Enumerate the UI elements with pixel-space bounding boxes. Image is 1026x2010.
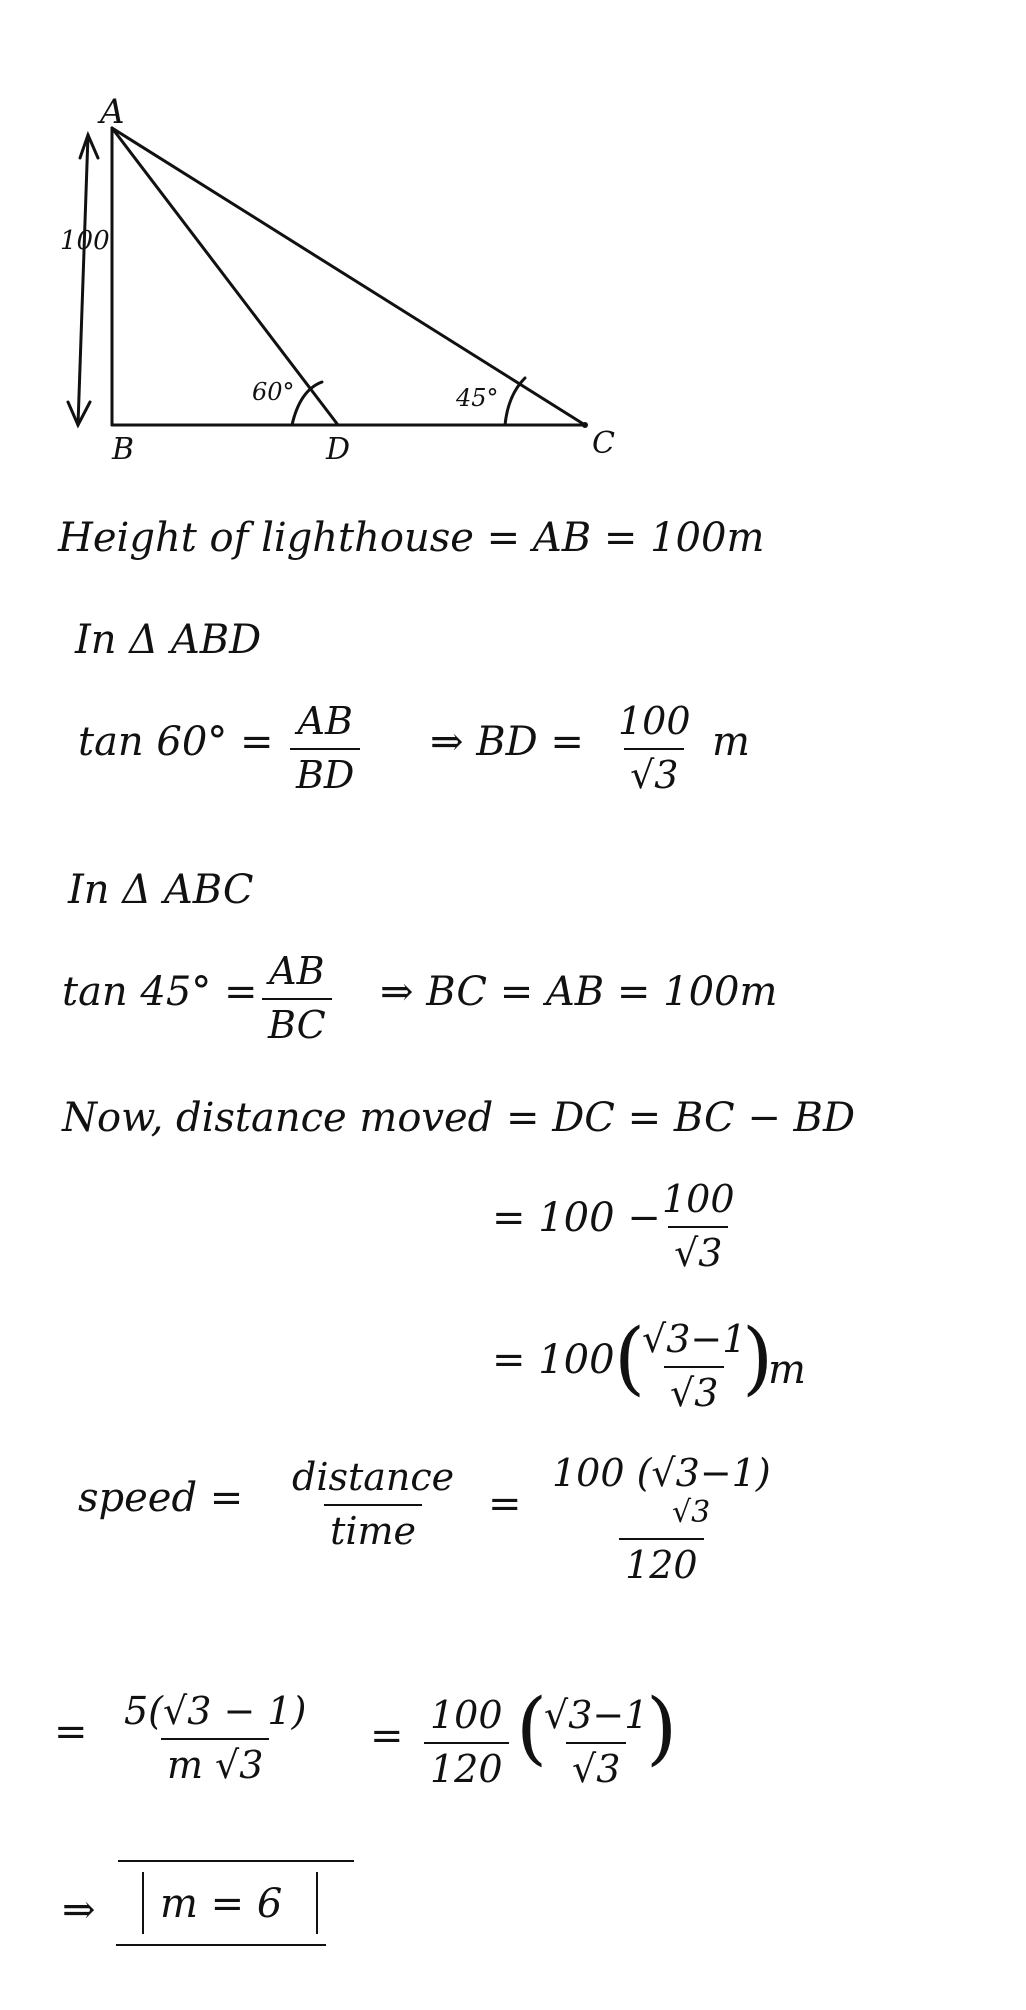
- step-equals-2: =: [370, 1713, 404, 1759]
- side-ad: [112, 128, 338, 425]
- step-equals: =: [54, 1709, 88, 1755]
- paren-open: (: [614, 1311, 646, 1404]
- fraction-numerator: AB: [269, 949, 325, 993]
- angle-arc-d: [292, 382, 322, 425]
- label-b: B: [112, 432, 135, 467]
- fraction-numerator: √3−1: [544, 1693, 649, 1737]
- fraction-denominator: BD: [290, 748, 360, 798]
- speed-lhs: speed =: [78, 1475, 244, 1521]
- fraction-numerator: 100: [430, 1693, 503, 1737]
- fraction-root3minus1-root3: [636, 1318, 752, 1415]
- line-in-triangle-abc: In Δ ABC: [68, 867, 254, 913]
- bd-implies: ⇒ BD =: [430, 719, 584, 765]
- height-arrow: [78, 135, 88, 425]
- final-implies: ⇒: [62, 1887, 96, 1933]
- fraction-denominator: 120: [424, 1742, 509, 1792]
- side-ac: [112, 128, 585, 425]
- fraction-distance-time: [286, 1456, 460, 1553]
- paren-close: ): [742, 1311, 774, 1404]
- paren-open-2: (: [516, 1681, 548, 1774]
- fraction-denominator: BC: [262, 998, 332, 1048]
- fraction-100-root3: [612, 700, 697, 797]
- unit-m: m: [712, 719, 750, 765]
- fraction-denominator: 120: [619, 1538, 704, 1588]
- line-in-triangle-abd: In Δ ABD: [75, 617, 262, 663]
- fraction-numerator: √3−1: [642, 1317, 747, 1361]
- fraction-root3minus1-root3-b: [538, 1694, 654, 1791]
- fraction-denominator: √3: [624, 748, 684, 798]
- label-angle-45: 45°: [456, 384, 499, 412]
- fraction-speed-value: [546, 1452, 777, 1588]
- triangle-diagram: [0, 0, 1026, 470]
- answer-box-top: [118, 1860, 354, 1862]
- line-distance-moved: Now, distance moved = DC = BC − BD: [62, 1095, 856, 1141]
- label-height: 100: [60, 226, 110, 256]
- tan45-lhs: tan 45° =: [62, 969, 258, 1015]
- fraction-numerator: 5(√3 − 1): [124, 1689, 307, 1733]
- fraction-ab-bc: [262, 950, 332, 1047]
- fraction-numerator: AB: [297, 699, 353, 743]
- bc-equals-ab: ⇒ BC = AB = 100m: [380, 969, 778, 1015]
- step-100-minus: = 100 −: [492, 1195, 661, 1241]
- fraction-numerator: 100: [618, 699, 691, 743]
- speed-equals: =: [488, 1481, 522, 1527]
- line-height-of-lighthouse: Height of lighthouse = AB = 100m: [58, 515, 765, 561]
- fraction-5-root3minus1: [118, 1690, 312, 1787]
- final-answer: m = 6: [160, 1881, 283, 1927]
- label-c: C: [592, 426, 615, 461]
- fraction-denominator: √3: [566, 1742, 626, 1792]
- fraction-numerator: distance: [292, 1455, 455, 1499]
- fraction-denominator: √3: [664, 1366, 724, 1416]
- fraction-denominator: m √3: [161, 1738, 270, 1788]
- fraction-numerator: [546, 1452, 777, 1538]
- fraction-denominator: √3: [668, 1226, 728, 1276]
- fraction-denominator: time: [324, 1504, 422, 1554]
- paren-close-2: ): [646, 1681, 678, 1774]
- fraction-ab-bd: [290, 700, 360, 797]
- step-100-times: = 100: [492, 1337, 615, 1383]
- fraction-100-root3-b: [656, 1178, 741, 1275]
- numerator-line-2: √3: [672, 1494, 711, 1530]
- answer-box-bottom: [116, 1944, 326, 1946]
- tan60-lhs: tan 60° =: [78, 719, 274, 765]
- label-a: A: [100, 92, 125, 132]
- fraction-numerator: 100: [662, 1177, 735, 1221]
- label-angle-60: 60°: [252, 378, 295, 406]
- numerator-line-1: 100 (√3−1): [552, 1451, 771, 1495]
- label-d: D: [326, 432, 351, 467]
- unit-m-2: m: [768, 1347, 806, 1393]
- fraction-100-120: [424, 1694, 509, 1791]
